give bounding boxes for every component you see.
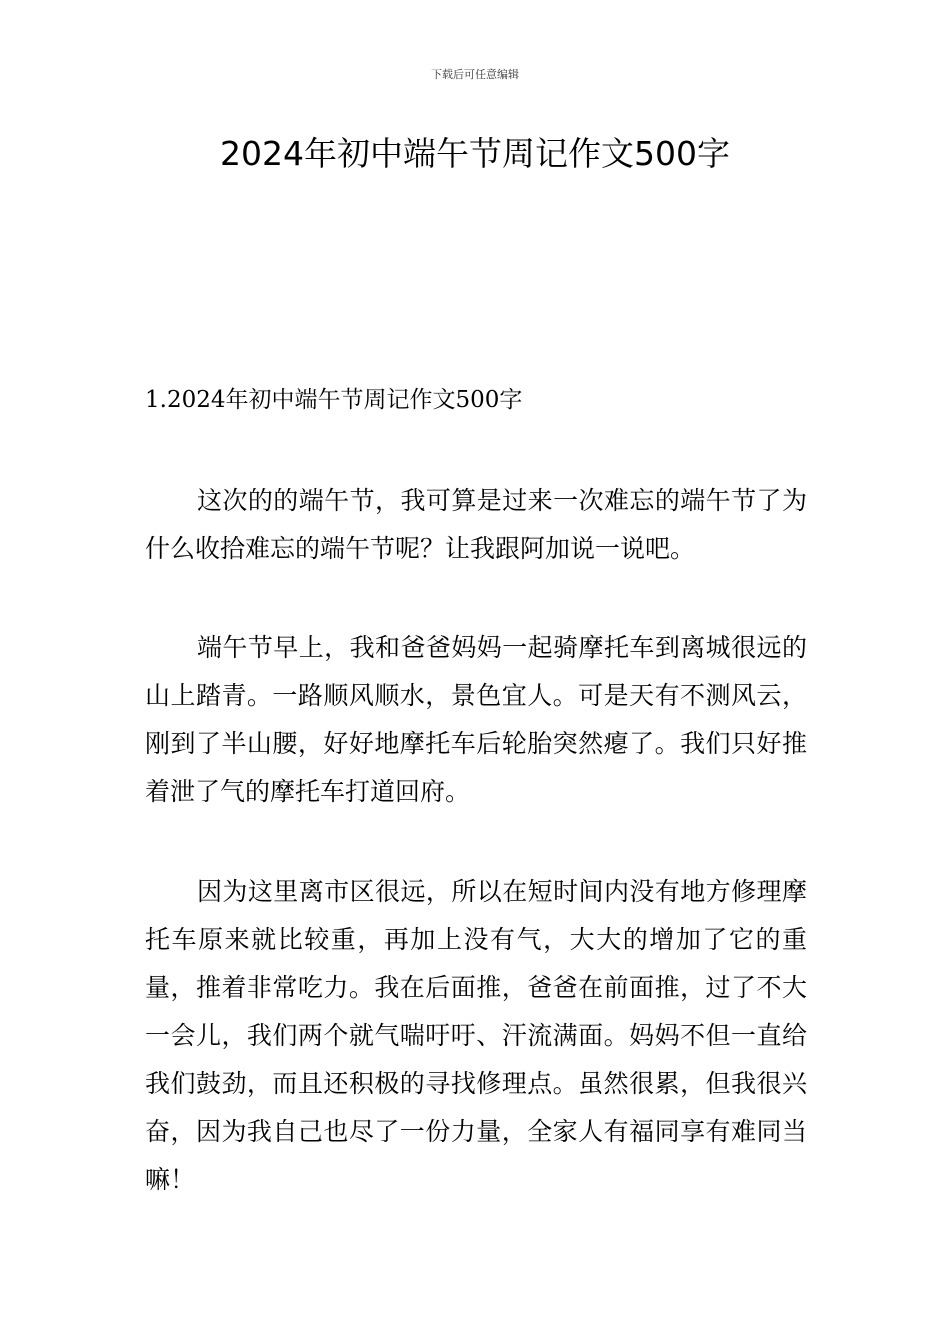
- header-note: 下载后可任意编辑: [431, 68, 519, 81]
- document-title: 2024年初中端午节周记作文500字: [220, 134, 730, 173]
- section-heading: 1.2024年初中端午节周记作文500字: [145, 387, 523, 413]
- paragraph-2: 端午节早上，我和爸爸妈妈一起骑摩托车到离城很远的山上踏青。一路顺风顺水，景色宜人。可是天有不测风云，刚到了半山腰，好好地摩托车后轮胎突然瘪了。我们只好推着泄了气的摩托车打道回府。: [145, 633, 807, 806]
- paragraph-3: 因为这里离市区很远，所以在短时间内没有地方修理摩托车原来就比较重，再加上没有气，大大的增加了它的重量，推着非常吃力。我在后面推，爸爸在前面推，过了不大一会儿，我们两个就气喘吁吁、汗流满面。妈妈不但一直给我们鼓劲，而且还积极的寻找修理点。虽然很累，但我很兴奋，因为我自己也尽了一份力量，全家人有福同享有难同当嘛！: [145, 877, 807, 1194]
- paragraph-1: 这次的的端午节，我可算是过来一次难忘的端午节了为什么收拾难忘的端午节呢？让我跟阿加说一说吧。: [145, 486, 807, 563]
